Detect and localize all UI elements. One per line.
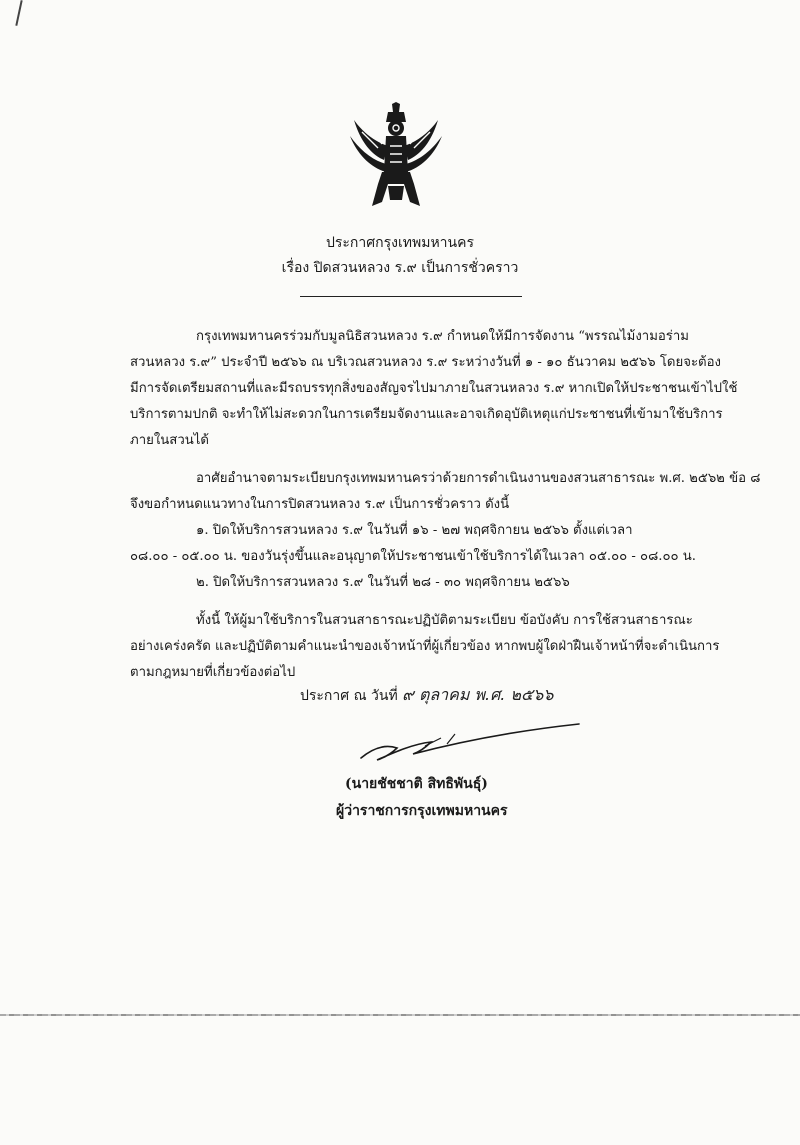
para2-line-2: จึงขอกำหนดแนวทางในการปิดสวนหลวง ร.๙ เป็นการชั่วคราว ดังนี้ [130,497,510,512]
announcement-subject: เรื่อง ปิดสวนหลวง ร.๙ เป็นการชั่วคราว [281,260,519,276]
para1-line-5: ภายในสวนได้ [130,433,209,448]
signer-name: (นายชัชชาติ สิทธิพันธุ์) [345,776,488,792]
para2-line-1: อาศัยอำนาจตามระเบียบกรุงเทพมหานครว่าด้วยการดำเนินงานของสวนสาธารณะ พ.ศ. ๒๕๖๒ ข้อ ๘ [196,471,761,486]
para3-line-1: ทั้งนี้ ให้ผู้มาใช้บริการในสวนสาธารณะปฏิบัติตามระเบียบ ข้อบังคับ การใช้สวนสาธารณะ [196,613,693,628]
announcement-title: ประกาศกรุงเทพมหานคร [326,235,474,251]
para3-line-3: ตามกฎหมายที่เกี่ยวข้องต่อไป [130,665,296,680]
garuda-emblem-icon [348,102,444,210]
title-divider [300,296,522,297]
item1-line-2: ๐๘.๐๐ - ๐๕.๐๐ น. ของวันรุ่งขึ้นและอนุญาตให้ประชาชนเข้าใช้บริการได้ในเวลา ๐๕.๐๐ - ๐๘.๐๐ น. [130,549,696,564]
announcement-date [300,683,553,708]
signature-icon [355,718,585,768]
para1-line-4: บริการตามปกติ จะทำให้ไม่สะดวกในการเตรียมจัดงานและอาจเกิดอุบัติเหตุแก่ประชาชนที่เข้ามาใช้บริการ [130,407,723,422]
item2-line: ๒. ปิดให้บริการสวนหลวง ร.๙ ในวันที่ ๒๘ - ๓๐ พฤศจิกายน ๒๕๖๖ [196,575,570,590]
signer-title: ผู้ว่าราชการกรุงเทพมหานคร [336,803,508,819]
scan-bottom-edge [0,1014,800,1016]
para1-line-1: กรุงเทพมหานครร่วมกับมูลนิธิสวนหลวง ร.๙ กำหนดให้มีการจัดงาน “พรรณไม้งามอร่าม [196,329,689,344]
item1-line-1: ๑. ปิดให้บริการสวนหลวง ร.๙ ในวันที่ ๑๖ - ๒๗ พฤศจิกายน ๒๕๖๖ ตั้งแต่เวลา [196,523,633,538]
date-label: ประกาศ ณ วันที่ [300,688,398,704]
para1-line-2: สวนหลวง ร.๙” ประจำปี ๒๕๖๖ ณ บริเวณสวนหลวง ร.๙ ระหว่างวันที่ ๑ - ๑๐ ธันวาคม ๒๕๖๖ โดยจะต้อง [130,355,721,370]
para1-line-3: มีการจัดเตรียมสถานที่และมีรถบรรทุกสิ่งของสัญจรไปมาภายในสวนหลวง ร.๙ หากเปิดให้ประชาชนเข้าไปใช้ [130,381,738,396]
handwritten-date: ๙ ตุลาคม พ.ศ. ๒๕๖๖ [402,685,554,704]
scan-edge-mark [15,0,22,26]
para3-line-2: อย่างเคร่งครัด และปฏิบัติตามคำแนะนำของเจ้าหน้าที่ผู้เกี่ยวข้อง หากพบผู้ใดฝ่าฝืนเจ้าหน้าที่จะดำเนินการ [130,639,720,654]
